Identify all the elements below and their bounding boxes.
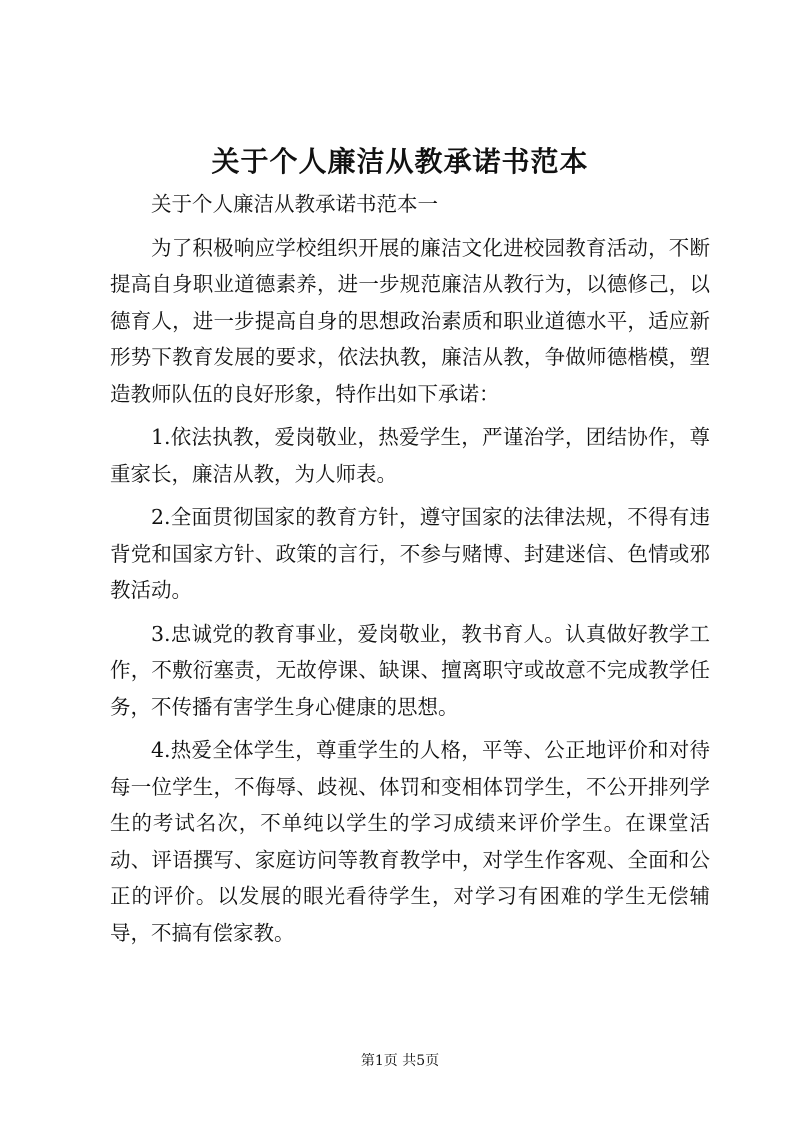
document-title: 关于个人廉洁从教承诺书范本 [211,145,589,178]
document-subtitle: 关于个人廉洁从教承诺书范本一 [151,192,438,216]
document-body [110,186,710,958]
paragraph-intro: 为了积极响应学校组织开展的廉洁文化进校园教育活动，不断提高自身职业道德素养，进一步规范廉洁从教行为，以德修己，以德育人，进一步提高自身的思想政治素质和职业道德水平，适应新形势下教育发展的要求，依法执教，廉洁从教，争做师德楷模，塑造教师队伍的良好形象，特作出如下承诺： [110,235,710,406]
paragraph-item-2: 2.全面贯彻国家的教育方针，遵守国家的法律法规，不得有违背党和国家方针、政策的言行，不参与赌博、封建迷信、色情或邪教活动。 [110,505,710,602]
paragraph-item-3: 3.忠诚党的教育事业，爱岗敬业，教书育人。认真做好教学工作，不敷衍塞责，无故停课、缺课、擅离职守或故意不完成教学任务，不传播有害学生身心健康的思想。 [110,621,710,719]
page-footer: 第1页 共5页 [360,1053,440,1069]
paragraph-item-1: 1.依法执教，爱岗敬业，热爱学生，严谨治学，团结协作，尊重家长，廉洁从教，为人师表。 [110,425,710,486]
paragraph-item-4: 4.热爱全体学生，尊重学生的人格，平等、公正地评价和对待每一位学生，不侮辱、歧视、体罚和变相体罚学生，不公开排列学生的考试名次，不单纯以学生的学习成绩来评价学生。在课堂活动、评语撰写、家庭访问等教育教学中，对学生作客观、全面和公正的评价。以发展的眼光看待学生，对学习有困难的学生无偿辅导，不搞有偿家教。 [110,738,710,945]
